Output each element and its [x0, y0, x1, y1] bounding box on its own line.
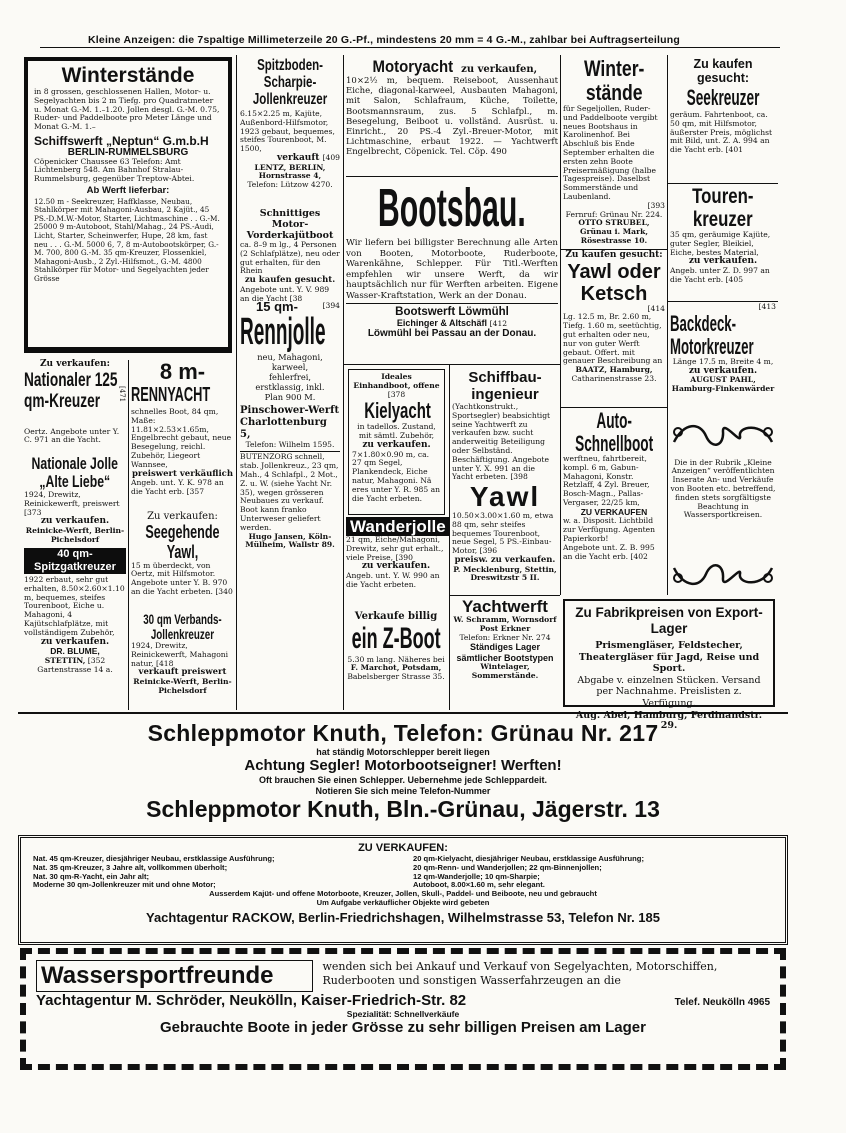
- ad-prefix: 15 qm-: [256, 299, 298, 314]
- ad-firm: W. Schramm, Wornsdorf: [453, 615, 557, 624]
- ad-title: Nationaler 125 qm-Kreuzer: [24, 369, 118, 412]
- ad-firm: Yachtagentur RACKOW, Berlin-Friedrichshagen, Wilhelmstrasse 53, Telefon Nr. 185: [145, 909, 660, 925]
- ad-number: [414: [647, 303, 665, 313]
- ad-subtitle: preiswert verkäuflich: [131, 468, 234, 479]
- divider: [449, 595, 560, 596]
- ad-text: Wir liefern bei billigster Berechnung alle Arten von Booten, Motorboote, Ruderboote, Warenkähne, Schlepper. Für Titl.-Werften empfehlen wir unsere Werft, da wir hauptsächlich nur für Werften arbeiten. Eigene Wasser-Kraftstation, Werk an der Donau.: [346, 238, 558, 301]
- ad-title: Seekreuzer: [686, 85, 760, 110]
- ad-line5: Ausserdem Kajüt- und offene Motorboote, Kreuzer, Jollen, Skull-, Paddel- und Beiboote, neu und gebraucht: [209, 889, 597, 899]
- ad-number: [409: [322, 152, 340, 162]
- ad-title: ein Z-Boot: [351, 621, 441, 655]
- column-rule: [128, 360, 129, 710]
- ad-title: Schnittiges Motor-Vorderkajütboot: [246, 208, 334, 241]
- ad-number: [402: [630, 551, 648, 561]
- ad-phone: Telefon: Erkner Nr. 274: [459, 632, 551, 642]
- ad-text: neu, Mahagoni, karweel, fehlerfrei, erstklassig, inkl. Plan 900 M.: [255, 351, 325, 402]
- ad-text: Oertz. Angebote unter Y. C. 971 an die Yacht.: [24, 426, 120, 445]
- ad-street: Gartenstrasse 14 a.: [37, 664, 113, 674]
- ad-text: für Segeljollen, Ruder- und Paddelboote vergibt neues Bootshaus in Karolinenhof. Bei Abschluß bis Ende September erhalten die ersten zehn Boote Preisermäßigung (halbe Tagespreise). Daselbst Sommerstände und Laubenland.: [563, 104, 658, 201]
- ad-street: Catharinenstrasse 23.: [571, 373, 657, 383]
- ad-auto-schnellboot: [563, 409, 665, 594]
- ad-subtitle: Ständiges Lager sämtlicher Bootstypen: [456, 642, 554, 663]
- column-rule: [449, 365, 450, 710]
- ad-text2: Angeb. unter Z. D. 997 an die Yacht erb.: [670, 265, 770, 284]
- ad-head: Zu kaufen gesucht:: [693, 57, 753, 85]
- ad-text2: w. a. Disposit. Lichtbild zur Verfügung. Agenten Papierkorb!: [563, 516, 656, 543]
- ad-text: 5.30 m lang. Näheres bei: [347, 654, 445, 664]
- ad-text2: 7×1.80×0.90 m, ca. 27 qm Segel, Plankendeck, Eiche natur, Mahagoni. Nä eres unter Y. R. 985 an die Yacht erbeten.: [352, 449, 441, 503]
- ad-motoryacht: [346, 57, 558, 175]
- ad-tourenkreuzer: [670, 185, 776, 300]
- ad-subtitle: ZU VERKAUFEN: [580, 506, 648, 517]
- ad-text: (Yachtkonstrukt., Sportsegler) beabsichtigt seine Yachtwerft zu verkaufen bzw. sucht anderweitig Beteiligung oder Selbständ. Beschäftigung. Angebote unter Y. X. 991 an die Yacht erbeten.: [452, 402, 551, 482]
- ornament-top: [670, 420, 776, 452]
- knuth-line2: hat ständig Motorschlepper bereit liegen: [316, 747, 490, 757]
- list-item: 20 qm-Renn- und Wanderjollen; 22 qm-Binnenjollen;: [413, 862, 602, 872]
- ad-footer: Gebrauchte Boote in jeder Grösse zu sehr billigen Preisen am Lager: [160, 1019, 646, 1037]
- ad-number: [390: [395, 552, 413, 562]
- ad-motor-vorderkajuetboot: [240, 208, 340, 303]
- ad-title: RENNYACHT: [131, 384, 211, 406]
- ad-text: Länge 17.5 m, Breite 4 m,: [672, 356, 774, 366]
- ad-number: [418: [156, 658, 174, 668]
- ad-text: 10×2½ m, bequem. Reiseboot, Aussenhaut Eiche, diagonal-karweel, Ausbauten Mahagoni, mit Salon, Schlafraum, Küche, Toilette, Bootsmannsraum, zus. 5 Schlafpl., m. Besegelung, Beiboot u. vollständ. Ausrüst. u. Einricht., 20 PS.-4 Zyl.-Breuer-Motor, mit Lichtmaschine, erbaut 1922. — Yachtwerft Engelbrecht, Cöpenick. Tel. Cöp. 490: [346, 76, 558, 158]
- ad-number: [378: [387, 389, 406, 399]
- ad-winterstaende-neptun: [24, 57, 232, 353]
- divider: [346, 303, 558, 304]
- ad-text: 1922 erbaut, sehr gut erhalten, 8.50×2.60×1.10 m, bequemes, steifes Tourenboot, Eiche u. Mahagoni, 4 Kajütschlafplätze, mit vollständigem Zubehör,: [24, 575, 125, 637]
- ad-firm: Aug. Abel, Hamburg, Ferdinandstr. 29.: [575, 710, 763, 731]
- ad-post: Post Erkner: [479, 623, 531, 633]
- ad-spitzgatkreuzer: [24, 548, 126, 708]
- ad-firm: BAATZ, Hamburg,: [575, 365, 653, 375]
- ad-schroeder: [20, 948, 786, 1070]
- list-item: Autoboot, 8.00×1.60 m, sehr elegant.: [413, 880, 545, 890]
- ad-number: [393: [647, 200, 665, 210]
- ad-title: Rennjolle: [240, 310, 326, 353]
- ad-list: 12.50 m - Seekreuzer, Haffklasse, Neubau, Stahlkörper mit Mahagoni-Ausbau, 2 Kajüt., 45 PS.-D.M.W.-Motor, Starter, Lichtmaschine . . G.-M. 25000 9 m-Autoboot, Stahl/Mahag., 24 PS.-Audi, Licht, Starter, Scheinwerfer, Hupe, 28 km, fast neu . . . G.-M. 5000 6, 7, 8 m-Autobootskörper, G.-M. 700, 800 G.-M. 35 qm-Kreuzer, Flossenkiel, Mahagoni-Ausb., 2 Zyl.-Hilfsmot., G.-M. 4800 Stahlkörper für Motor- und Segelyachten jeder Grösse: [34, 196, 220, 283]
- ad-firm2: Hugo Jansen, Köln-Mülheim,: [245, 531, 332, 550]
- divider: [346, 176, 558, 177]
- ad-title: Spitzboden-Scharpie-Jollenkreuzer: [252, 57, 328, 108]
- ad-rennyacht: [131, 360, 234, 510]
- ad-title: Kielyacht: [364, 398, 431, 424]
- ad-firm: Schiffswerft „Neptun“ G.m.b.H: [34, 133, 209, 148]
- ad-head: Zu verkaufen:: [147, 511, 218, 522]
- ad-title: Backdeck-Motorkreuzer: [670, 310, 754, 359]
- ad-title: Wassersportfreunde: [36, 960, 313, 992]
- ad-phone: Telefon: Wilhelm 1595.: [245, 439, 335, 449]
- ad-city: BERLIN-RUMMELSBURG: [67, 146, 189, 158]
- ad-title: Motoryacht: [372, 57, 454, 76]
- ad-export-lager: [563, 599, 775, 731]
- ad-subtitle: zu verkaufen.: [40, 516, 110, 527]
- ad-text3: Angebote unt. Z. B. 995 an die Yacht erb.: [563, 542, 655, 561]
- ad-seekreuzer: [670, 57, 776, 182]
- ad-phone: Fernruf: Grünau Nr. 224.: [565, 209, 663, 219]
- ad-title: Yachtwerft: [462, 597, 548, 616]
- ad-number: [413: [758, 302, 776, 311]
- ad-rennjolle: [240, 299, 340, 550]
- ad-text: geräum. Fahrtenboot, ca. 50 qm, mit Hilfsmotor, äußerster Preis, möglichst mit Bild, unt. Z. A. 994 an die Yacht erb.: [670, 110, 773, 155]
- page-header: Kleine Anzeigen: die 7spaltige Millimeterzeile 20 G.-Pf., mindestens 20 mm = 4 G.-M., zahlbar bei Auftragserteilung: [88, 34, 680, 46]
- ad-special: Spezialität: Schnellverkäufe: [346, 1008, 460, 1019]
- ad-subtitle: zu verkaufen.: [362, 439, 431, 450]
- ad-subtitle: verkauft preiswert: [138, 667, 227, 678]
- ad-number: [38: [289, 293, 303, 303]
- ad-text: 1924, Drewitz, Reinickewerft, Mahagoni natur,: [131, 641, 229, 668]
- ad-text2: Angeb. unt. Y. K. 978 an die Yacht erb.: [131, 478, 224, 496]
- ad-number: [394: [322, 301, 340, 311]
- ad-nationaler-kreuzer: [24, 360, 126, 460]
- ad-subtitle: zu verkaufen.: [361, 561, 431, 572]
- ad-title: 40 qm-Spitzgatkreuzer: [24, 548, 126, 574]
- ad-title: 30 qm Verbands-Jollenkreuzer: [143, 611, 222, 642]
- ad-backdeck-motorkreuzer: [670, 303, 776, 415]
- column-rule: [236, 55, 237, 710]
- ad-text2: Abgabe v. einzelnen Stücken. Versand per Nachnahme. Preislisten z. Verfügung.: [577, 674, 761, 709]
- ad-text: 35 qm, geräumige Kajüte, guter Segler, Bleikiel, Eiche, bestes Material,: [670, 230, 771, 257]
- ad-text: Prismengläser, Feldstecher, Theatergläser für Jagd, Reise und Sport.: [578, 640, 760, 674]
- ad-title: Touren-kreuzer: [692, 185, 754, 231]
- ad-number: [340: [215, 586, 233, 596]
- ad-subtitle: zu verkaufen.: [688, 256, 758, 267]
- ad-subtitle: zu verkaufen.: [40, 636, 110, 647]
- ad-street: Wallstr 89.: [288, 540, 335, 550]
- ad-title: Schiffbau-ingenieur: [468, 369, 542, 403]
- ad-subtitle: verkauft: [277, 152, 320, 163]
- ad-seegehende-yawl: [131, 512, 234, 612]
- ad-text: ca. 8–9 m lg., 4 Personen (2 Schlafplätze), neu oder gut erhalten, für den Rhein: [240, 240, 340, 276]
- knuth-line1: Schleppmotor Knuth, Telefon: Grünau Nr. 217: [147, 720, 659, 746]
- ad-title: Wanderjolle: [346, 517, 450, 536]
- ad-phone: Telefon: Lützow 4270.: [247, 180, 333, 190]
- ad-title: Nationale Jolle „Alte Liebe“: [31, 454, 118, 491]
- column-rule: [667, 55, 668, 595]
- ad-number: [396: [479, 546, 498, 556]
- ad-text: Die in der Rubrik „Kleine Anzeigen“ veröffentlichten Inserate An- und Verkäufe von Booten etc. betreffend, finden stets sorgfältigste Beachtung in Wassersportkreisen.: [670, 457, 776, 520]
- ad-subtitle: zu verkaufen.: [688, 365, 758, 376]
- list-item: 12 qm-Wanderjolle; 10 qm-Sharpie;: [413, 871, 540, 881]
- ad-firm: LENTZ, BERLIN, Hornstrasse 4,: [254, 162, 326, 181]
- ad-scharpie-jollenkreuzer: [240, 57, 340, 207]
- ad-number: [412: [489, 319, 508, 328]
- ad-number: [352: [87, 655, 106, 665]
- ad-firm: Yachtagentur M. Schröder, Neukölln, Kaiser-Friedrich-Str. 82: [36, 992, 467, 1009]
- ad-text: 1924, Drewitz, Reinickewerft, preiswert [373: [24, 490, 120, 517]
- ad-firm: F. Marchot, Potsdam,: [350, 663, 442, 673]
- ad-title: Yawl: [469, 481, 541, 512]
- list-item: Moderne 30 qm-Jollenkreuzer mit und ohne Motor;: [33, 880, 216, 890]
- ad-number: [357: [186, 486, 205, 496]
- ad-number: [405: [725, 274, 744, 284]
- ad-text: in tadellos. Zustand, mit sämtl. Zubehör,: [357, 422, 436, 441]
- ad-city: Löwmühl bei Passau an der Donau.: [367, 327, 537, 339]
- ad-z-boot: [346, 612, 446, 708]
- ad-kielyacht: [348, 369, 445, 515]
- ad-firm: AUGUST PAHL, Hamburg-Finkenwärder: [671, 375, 775, 393]
- list-item: Nat. 35 qm-Kreuzer, 3 Jahre alt, vollkommen überholt;: [33, 862, 228, 872]
- ad-title: Seegehende Yawl,: [145, 521, 220, 562]
- ad-rubrik-notice: [670, 420, 776, 592]
- ad-text: werftneu, fahrtbereit, kompl. 6 m, Gabun-Mahagoni, Konstr. Retzlaff, 4 Zyl. Breuer, Bosch-Magn., Pallas-Vergaser, 22/25 km,: [563, 454, 650, 507]
- ad-firm: OTTO STRUBEL, Grünau i. Mark, Rösestrasse 10.: [578, 218, 650, 245]
- ad-wanderjolle: [346, 517, 446, 617]
- ad-yachtwerft-schramm: [452, 597, 558, 709]
- ad-title: ZU VERKAUFEN:: [358, 842, 448, 854]
- ad-text: 6.15×2.25 m, Kajüte, Außenbord-Hilfsmotor, 1923 gebaut, bequemes, steifes Tourenboot, M. 1500,: [240, 109, 335, 154]
- knuth-line5: Notieren Sie sich meine Telefon-Nummer: [315, 786, 491, 796]
- ad-subtitle: preisw. zu verkaufen.: [454, 554, 556, 565]
- ad-yawl-oder-ketsch: [563, 251, 665, 407]
- ad-city: STETTIN,: [44, 655, 86, 665]
- ad-subtitle: zu kaufen gesucht.: [244, 275, 336, 286]
- ad-text: 15 m überdeckt, von Oertz, mit Hilfsmotor. Angebote unter Y. B. 970 an die Yacht erbeten.: [131, 560, 228, 596]
- ad-text: 21 qm, Eiche/Mahagoni, Drewitz, sehr gut erhalt., viele Preise,: [346, 535, 444, 562]
- ad-text2: BUTENZORG schnell, stab. Jollenkreuz., 23 qm, Mah., 4 Schlafpl., 2 Mot., Z. u. W. (siehe Yacht Nr. 35), wegen grösseren Neubaues zu verkauf. Boot kann franko Unterweser geliefert werden.: [240, 452, 339, 532]
- ad-city: Wintelager, Sommerstände.: [471, 662, 539, 681]
- ad-street: Babelsberger Strasse 35.: [347, 672, 445, 682]
- column-rule: [560, 55, 561, 595]
- ad-title: Winter-stände: [583, 56, 645, 105]
- ad-firm: Reinicke-Werft, Berlin-Pichelsdorf: [25, 525, 125, 544]
- divider: [343, 364, 560, 365]
- divider: [667, 183, 778, 184]
- ad-title: Winterstände: [61, 64, 195, 87]
- ad-text: wenden sich bei Ankauf und Verkauf von Segelyachten, Motorschiffen, Ruderbooten und sonstigen Wasserfahrzeugen an die: [322, 960, 718, 987]
- ad-prefix: 8 m-: [159, 359, 206, 384]
- ad-text2: Angeb. unt. Y. W. 990 an die Yacht erbeten.: [346, 570, 440, 589]
- ad-prefix: Ideales Einhandboot, offene: [353, 372, 440, 390]
- ad-text: Lg. 12.5 m, Br. 2.60 m, Tiefg. 1.60 m, seetüchtig, gut erhalten oder neu, nur von guter Werft gebaut. Offert. mit genauer Beschreibung an: [563, 312, 663, 366]
- divider: [240, 451, 340, 452]
- ad-address: Cöpenicker Chaussee 63 Telefon: Amt Lichtenberg 548. Am Bahnhof Stralau-Rummelsburg, gegenüber Treptow-Abtei.: [34, 156, 195, 184]
- ad-head: Zu verkaufen:: [39, 359, 111, 369]
- ad-title: Zu Fabrikpreisen von Export-Lager: [575, 605, 763, 636]
- list-item: 20 qm-Kielyacht, diesjähriger Neubau, erstklassige Ausführung;: [413, 854, 644, 863]
- ad-firm: Bootswerft Löwmühl: [395, 306, 509, 318]
- ad-rackow: [18, 835, 788, 945]
- left-list: [33, 855, 403, 890]
- ad-head: Verkaufe billig: [354, 611, 438, 622]
- right-list: [413, 855, 773, 890]
- ad-bootsbau: [346, 178, 558, 364]
- ornament-bottom: [670, 558, 776, 590]
- knuth-line4: Oft brauchen Sie einen Schlepper. Uebernehme jede Schleppardeit.: [258, 775, 548, 785]
- list-item: Nat. 45 qm-Kreuzer, diesjähriger Neubau, erstklassige Ausführung;: [33, 854, 275, 863]
- ad-number: [401: [725, 145, 744, 155]
- list-item: Nat. 30 qm-R-Yacht, ein Jahr alt;: [33, 871, 150, 881]
- ad-verbands-jollenkreuzer: [131, 612, 234, 708]
- ad-phone: Telef. Neukölln 4965: [674, 997, 770, 1008]
- ad-title: Yawl oder Ketsch: [567, 260, 661, 305]
- ad-yawl-mecklenburg: [452, 482, 558, 596]
- ad-title: Auto-Schnellboot: [575, 408, 654, 456]
- ad-line6: Um Aufgabe verkäuflicher Objekte wird gebeten: [316, 897, 490, 907]
- ad-text: schnelles Boot, 84 qm, Maße: 11.81×2.53×1.65m, Engelbrecht gebaut, neue Besegelung, reichl. Zubehör, Liegeort Wannsee,: [131, 407, 232, 469]
- ad-nationale-jolle: [24, 455, 126, 545]
- header-rule: [40, 47, 780, 48]
- ad-text: 10.50×3.00×1.60 m, etwa 88 qm, sehr steifes bequemes Tourenboot, neue Segel, 5 PS.-Einbau-Motor,: [452, 511, 554, 556]
- ad-firm2: Eichinger & Altschäfl: [396, 318, 488, 328]
- ad-title: Bootsbau.: [377, 178, 526, 238]
- ad-name: DR. BLUME,: [50, 646, 100, 657]
- ad-text2: Angebote unt. Y. V. 989 an die Yacht: [240, 284, 330, 303]
- ad-number: [471: [118, 385, 126, 402]
- divider: [18, 712, 788, 714]
- ad-number: [398: [510, 472, 528, 482]
- knuth-line3: Achtung Segler! Motorbootseigner! Werften!: [244, 757, 562, 774]
- column-rule: [343, 55, 344, 710]
- ad-schiffbauingenieur: [452, 369, 558, 484]
- ad-text: in 8 grossen, geschlossenen Hallen, Motor- u. Segelyachten bis 2 m Tiefg. pro Quadratmeter u. Monat G.-M. 1.–1.20. Jollen desgl. G.-M. 0.75, Ruder- und Paddelboote pro Meter Länge und Monat G.-M. 1.–: [34, 87, 220, 132]
- knuth-line6: Schleppmotor Knuth, Bln.-Grünau, Jägerstr. 13: [146, 796, 660, 822]
- ad-title2: zu verkaufen,: [461, 64, 538, 75]
- ad-firm: Reinicke-Werft, Berlin-Pichelsdorf: [133, 676, 232, 695]
- ad-firm: P. Mecklenburg, Stettin, Dreswitzstr 5 II.: [453, 564, 557, 583]
- ad-head: Zu kaufen gesucht:: [565, 250, 663, 260]
- ad-winterstaende-strubel: [563, 57, 665, 247]
- ad-firm: Pinschower-Werft Charlottenburg 5,: [240, 404, 340, 440]
- ad-subtitle: Ab Werft lieferbar:: [86, 184, 170, 196]
